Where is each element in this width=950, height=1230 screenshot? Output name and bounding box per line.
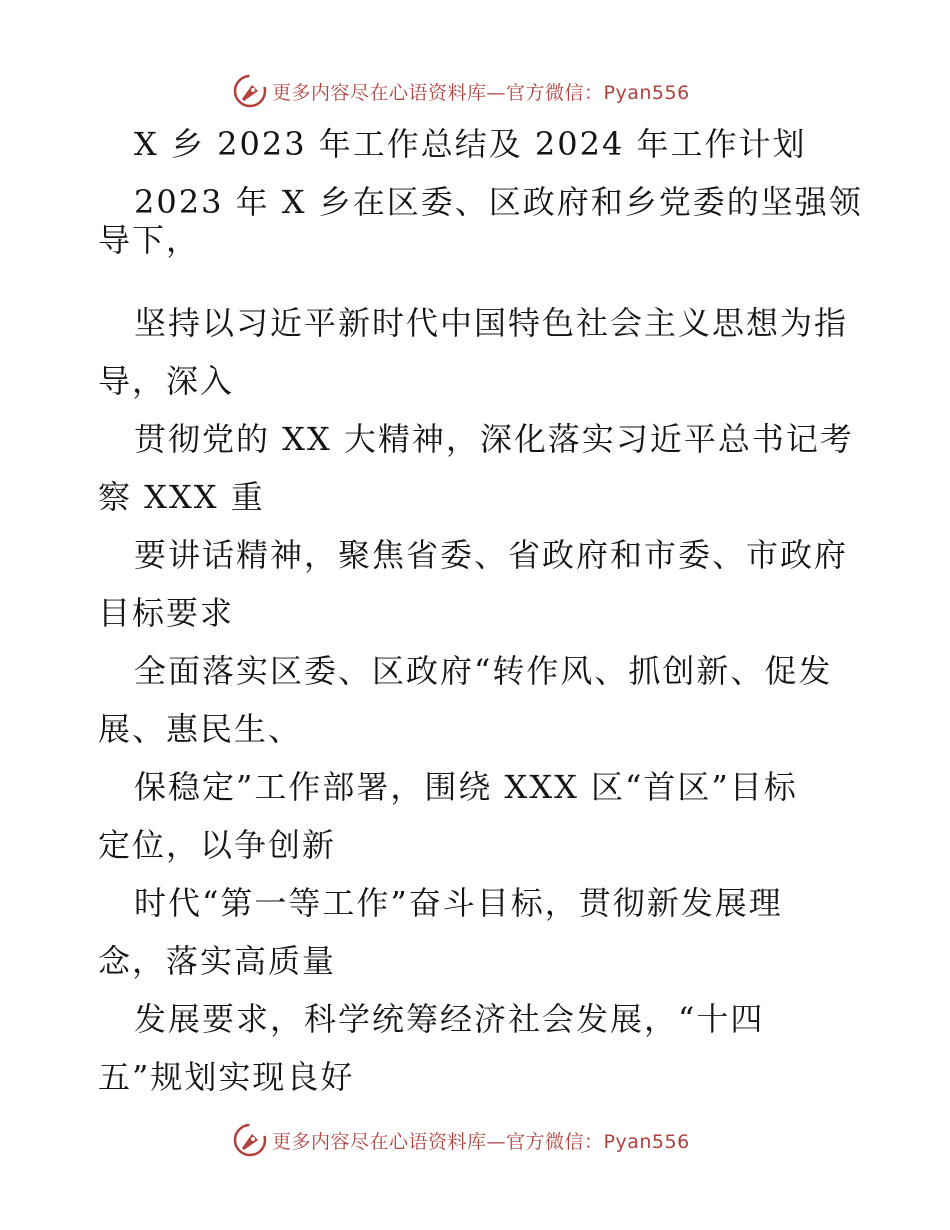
watermark-text: 更多内容尽在心语资料库—官方微信：Pyan556	[272, 1130, 690, 1153]
paragraph-line: 察 XXX 重	[98, 478, 265, 516]
pen-nib-logo-icon	[232, 73, 268, 109]
document-title: X 乡 2023 年工作总结及 2024 年工作计划	[134, 125, 807, 163]
footer-watermark	[232, 1120, 690, 1160]
paragraph-line: 全面落实区委、区政府“转作风、抓创新、促发	[134, 652, 833, 690]
paragraph-line: 念，落实高质量	[98, 942, 337, 980]
watermark-text: 更多内容尽在心语资料库—官方微信：Pyan556	[272, 81, 690, 104]
paragraph-line: 时代“第一等工作”奋斗目标，贯彻新发展理	[134, 884, 783, 922]
paragraph-line: 保稳定”工作部署，围绕 XXX 区“首区”目标	[134, 768, 798, 806]
paragraph-line: 五”规划实现良好	[98, 1058, 355, 1096]
paragraph-line: 展、惠民生、	[98, 710, 303, 748]
paragraph-line: 定位，以争创新	[98, 826, 337, 864]
paragraph-line: 导下，	[98, 221, 201, 259]
paragraph-line: 发展要求，科学统筹经济社会发展，“十四	[134, 1000, 765, 1038]
paragraph-line: 2023 年 X 乡在区委、区政府和乡党委的坚强领	[134, 183, 863, 221]
pen-nib-logo-icon	[232, 1122, 268, 1158]
paragraph-line: 要讲话精神，聚焦省委、省政府和市委、市政府	[134, 536, 849, 574]
paragraph-line: 目标要求	[98, 594, 235, 632]
paragraph-line: 坚持以习近平新时代中国特色社会主义思想为指	[134, 304, 849, 342]
paragraph-line: 贯彻党的 XX 大精神，深化落实习近平总书记考	[134, 420, 854, 458]
header-watermark	[232, 71, 690, 111]
paragraph-line: 导，深入	[98, 362, 235, 400]
